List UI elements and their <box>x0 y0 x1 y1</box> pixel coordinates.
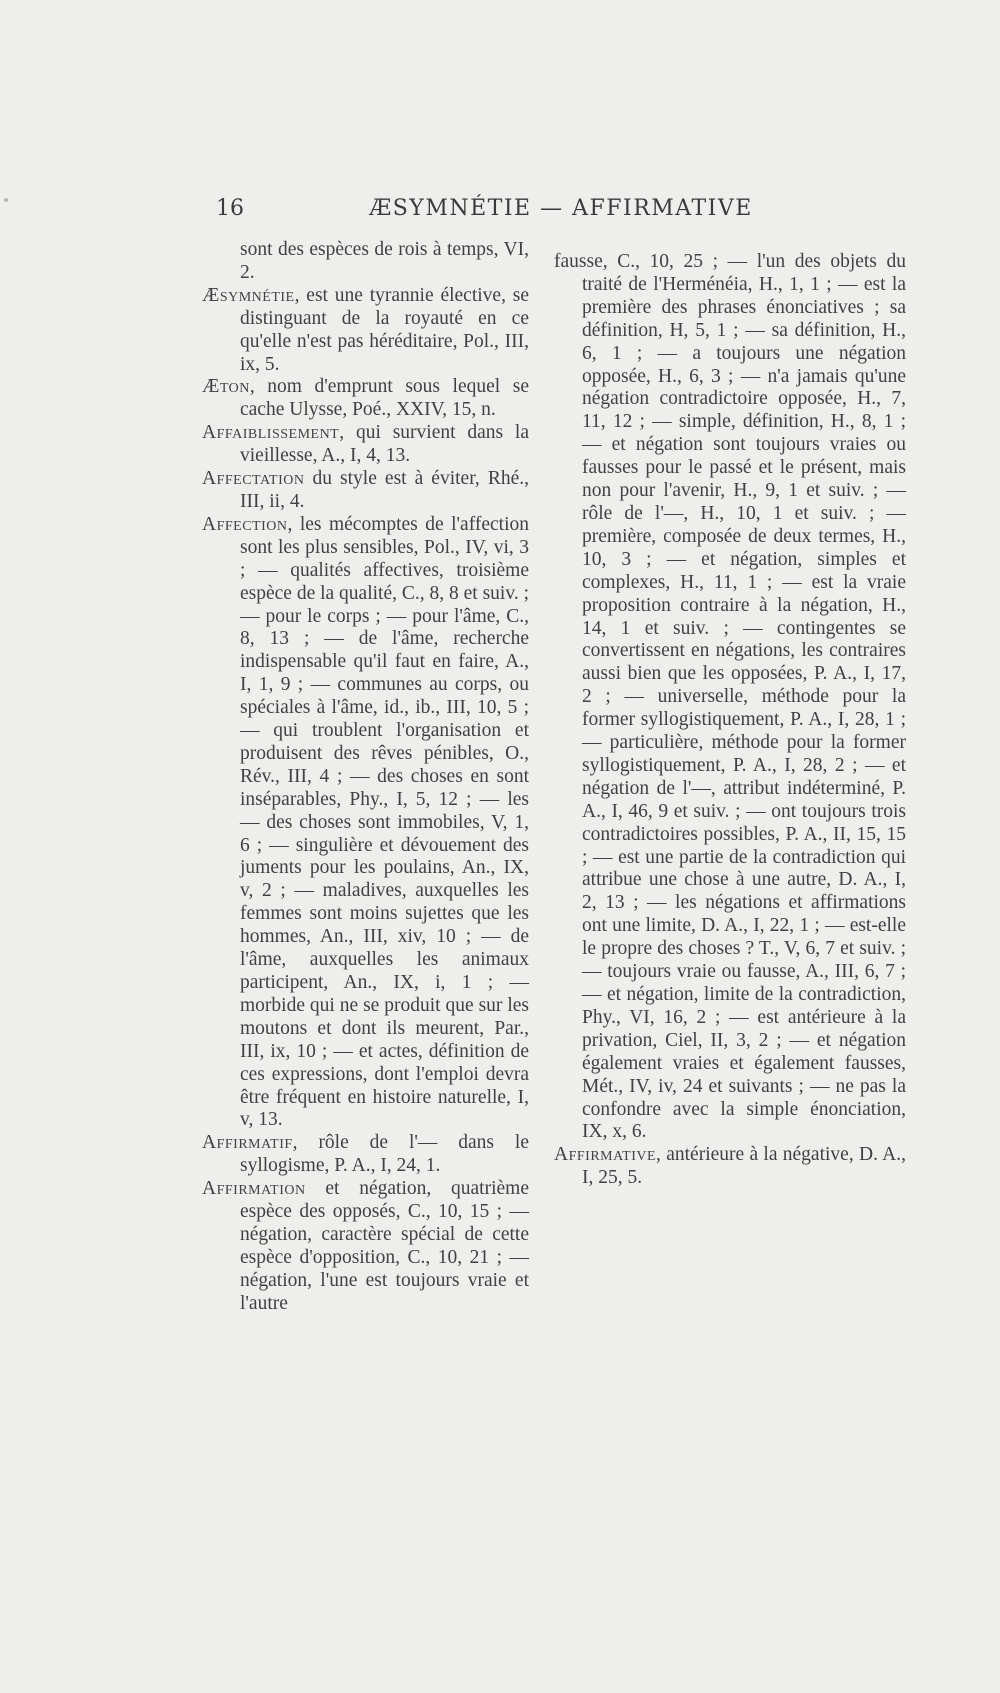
entry-headword: Affirmatif <box>202 1132 293 1154</box>
index-entry <box>554 1144 906 1190</box>
entry-headword: Affirmative <box>554 1144 657 1166</box>
index-entry <box>202 422 529 468</box>
index-entry <box>554 251 906 1144</box>
index-entry <box>202 1178 529 1315</box>
paper-speck <box>4 198 8 202</box>
index-entry <box>202 285 529 377</box>
running-head <box>216 196 906 230</box>
page-heading: ÆSYMNÉTIE — AFFIRMATIVE <box>369 196 753 221</box>
entry-text: , les mécomptes de l'affection sont les plus sensibles, Pol., IV, vi, 3 ; — qualités affectives, troisième espèce de la qualité, C., 8, 8 et suiv. ; — pour le corps ; — pour l'âme, C., 8, 13 ; — de l'âme, recherche indispensable qu'il faut en faire, A., I, 1, 9 ; — communes au corps, ou spéciales à l'âme, id., ib., III, 10, 5 ; — qui troublent l'organisation et produisent des rêves pénibles, O., Rév., III, 4 ; — des choses en sont inséparables, Phy., I, 5, 12 ; — les — des choses sont immobiles, V, 1, 6 ; — singulière et dévouement des juments pour les poulains, An., IX, v, 2 ; — maladives, auxquelles les femmes sont moins sujettes que les hommes, An., III, xiv, 10 ; — de l'âme, auxquelles les animaux participent, An., IX, i, 1 ; — morbide qui ne se produit que sur les moutons et dont ils meurent, Par., III, ix, 10 ; — et actes, définition de ces expressions, dont l'emploi devra être fréquent en histoire naturelle, I, v, 13. <box>240 513 529 1131</box>
left-column <box>202 239 529 1316</box>
entry-headword: Affaiblissement <box>202 422 340 444</box>
entry-headword: Affection <box>202 513 288 535</box>
right-column <box>554 251 906 1190</box>
entry-text: fausse, C., 10, 25 ; — l'un des objets du traité de l'Herménéia, H., 1, 1 ; — est la première des phrases énonciatives ; sa définition, H, 5, 1 ; — sa définition, H., 6, 1 ; — a toujours une négation opposée, H., 6, 3 ; — n'a jamais qu'une négation contradictoire opposée, H., 7, 11, 12 ; — simple, définition, H., 8, 1 ; — et négation sont toujours vraies ou fausses pour le passé et le présent, mais non pour l'avenir, H., 9, 1 et suiv. ; — rôle de l'—, H., 10, 1 et suiv. ; — première, composée de deux termes, H., 10, 3 ; — et négation, simples et complexes, H., 11, 1 ; — est la vraie proposition contraire à la négation, H., 14, 1 et suiv. ; — contingentes se convertissent en négations, les contraires aussi bien que les opposées, P. A., I, 17, 2 ; — universelle, méthode pour la former syllogistiquement, P. A., I, 28, 1 ; — particulière, méthode pour la former syllogistiquement, P. A., I, 28, 2 ; — et négation de l'—, attribut indéterminé, P. A., I, 46, 9 et suiv. ; — ont toujours trois contradictoires possibles, P. A., II, 15, 15 ; — est une partie de la contradiction qui attribue une chose à une autre, D. A., I, 2, 13 ; — les négations et affirmations ont une limite, D. A., I, 22, 1 ; — est-elle le propre des choses ? T., V, 6, 7 et suiv. ; — toujours vraie ou fausse, A., III, 6, 7 ; — et négation, limite de la contradiction, Phy., VI, 16, 2 ; — est antérieure à la privation, Ciel, II, 3, 2 ; — et négation également vraies et également fausses, Mét., IV, iv, 24 et suivants ; — ne pas la confondre avec la simple énonciation, IX, x, 6. <box>554 251 906 1143</box>
entry-headword: Æton <box>202 376 250 398</box>
index-entry <box>202 376 529 422</box>
entry-text: sont des espèces de rois à temps, VI, 2. <box>240 239 529 283</box>
entry-text: , antérieure à la négative, D. A., I, 25, 5. <box>582 1144 906 1189</box>
index-entry <box>202 1132 529 1178</box>
page-number: 16 <box>216 196 244 221</box>
index-entry <box>202 514 529 1132</box>
entry-text: , qui survient dans la vieillesse, A., I, 4, 13. <box>240 422 529 467</box>
index-entry <box>202 468 529 514</box>
entry-text: , nom d'emprunt sous lequel se cache Ulysse, Poé., XXIV, 15, n. <box>240 376 529 421</box>
entry-text: , rôle de l'— dans le syllogisme, P. A., I, 24, 1. <box>240 1132 529 1177</box>
entry-text: , est une tyrannie élective, se distinguant de la royauté en ce qu'elle n'est pas héréditaire, Pol., III, ix, 5. <box>240 284 529 375</box>
entry-headword: Æsymnétie <box>202 284 295 306</box>
entry-text: du style est à éviter, Rhé., III, ii, 4. <box>240 468 529 512</box>
entry-text: et négation, quatrième espèce des opposés, C., 10, 15 ; — négation, caractère spécial de cette espèce d'opposition, C., 10, 21 ; — négation, l'une est toujours vraie et l'autre <box>240 1178 529 1314</box>
index-entry <box>202 239 529 285</box>
entry-headword: Affectation <box>202 468 305 490</box>
entry-headword: Affirmation <box>202 1178 306 1200</box>
